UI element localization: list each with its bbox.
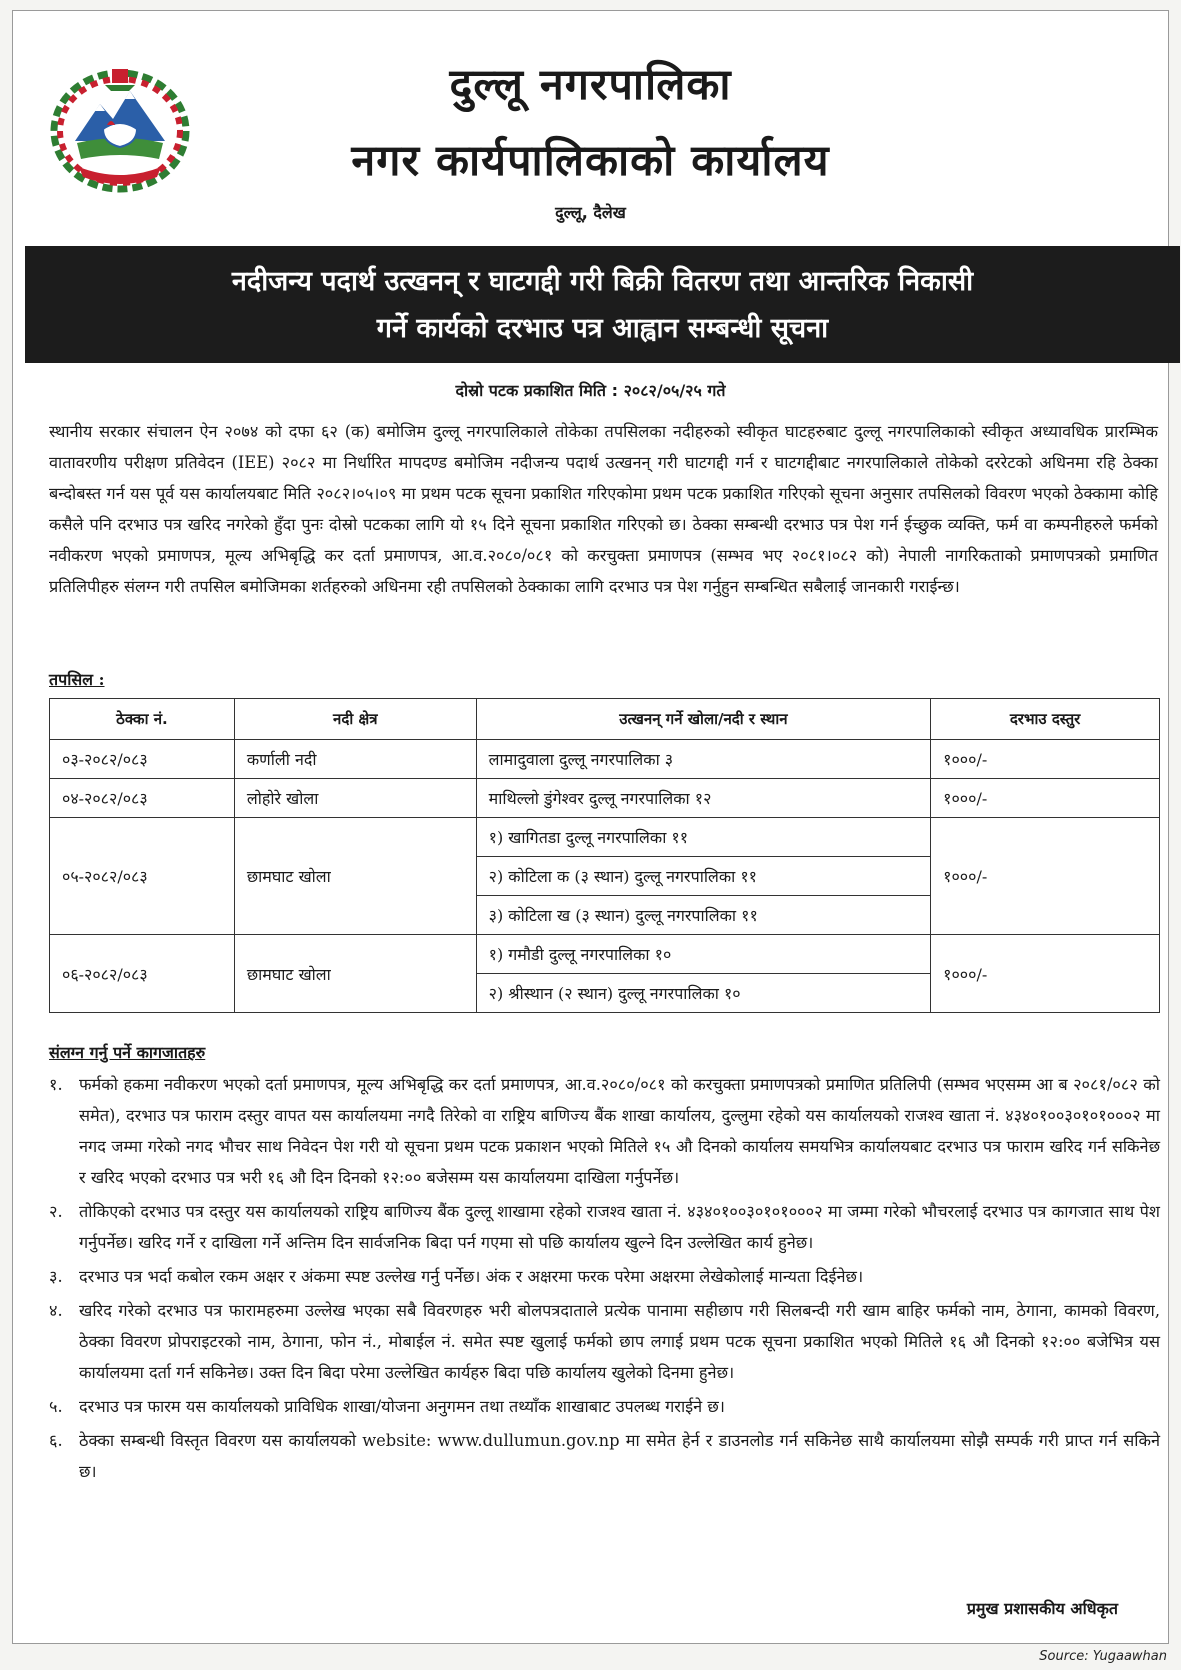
item-text: दरभाउ पत्र फारम यस कार्यालयको प्राविधिक शाखा/योजना अनुगमन तथा तथ्याँक शाखाबाट उपलब्ध गराईने छ। <box>79 1397 725 1416</box>
item-number: ५. <box>49 1397 63 1416</box>
contract-schedule-table <box>49 698 1160 1013</box>
required-documents-heading: संलग्न गर्नु पर्ने कागजातहरु <box>49 1043 206 1062</box>
item-number: १. <box>49 1075 63 1094</box>
table-row <box>50 935 1160 974</box>
item-number: ४. <box>49 1301 63 1320</box>
required-documents-list <box>49 1069 1160 1490</box>
fee: १०००/- <box>931 935 1160 1013</box>
office-title: नगर कार्यपालिकाको कार्यालय <box>351 136 830 186</box>
river-area: कर्णाली नदी <box>234 740 476 779</box>
item-text: तोकिएको दरभाउ पत्र दस्तुर यस कार्यालयको राष्ट्रिय बाणिज्य बैंक दुल्लू शाखामा रहेको राजश्व खाता नं. ४३४०१००३०१०१०००२ मा जम्मा गरेको भौचरलाई दरभाउ पत्र कागजात साथ पेश गर्नुपर्नेछ। खरिद गर्ने र दाखिला गर्ने अन्तिम दिन सार्वजनिक बिदा पर्न गएमा सो पछि कार्यालय खुल्ने दिन उल्लेखित कार्य हुनेछ। <box>79 1202 1160 1252</box>
item-text: फर्मको हकमा नवीकरण भएको दर्ता प्रमाणपत्र, मूल्य अभिबृद्धि कर दर्ता प्रमाणपत्र, आ.व.२०८०/०८१ को करचुक्ता प्रमाणपत्रको प्रमाणित प्रतिलिपी (सम्भव भएसम्म आ ब २०८१/०८२ को समेत), दरभाउ पत्र फाराम दस्तुर वापत यस कार्यालयमा नगदै तिरेको वा राष्ट्रिय बाणिज्य बैंक शाखा कार्यालय, दुल्लुमा रहेको यस कार्यालयको राजश्व खाता नं. ४३४०१००३०१०१०००२ मा नगद जम्मा गरेको नगद भौचर साथ निवेदन पेश गरी यो सूचना प्रथम पटक प्रकाशन भएको मितिले १५ औ दिनको कार्यालय समयभित्र कार्यालयबाट दरभाउ पत्र फाराम खरिद गर्न सकिनेछ र खरिद भएको दरभाउ पत्र भरी १६ औ दिन दिनको १२:०० बजेसम्म यस कार्यालयमा दाखिला गर्नुपर्नेछ। <box>79 1075 1160 1187</box>
river-area: छामघाट खोला <box>234 818 476 935</box>
item-text: दरभाउ पत्र भर्दा कबोल रकम अक्षर र अंकमा स्पष्ट उल्लेख गर्नु पर्नेछ। अंक र अक्षरमा फरक परेमा अक्षरमा लेखेकोलाई मान्यता दिईनेछ। <box>79 1267 864 1286</box>
office-name: दुल्लू नगरपालिका <box>449 60 732 110</box>
item-number: ३. <box>49 1267 63 1286</box>
banner-line-2: गर्ने कार्यको दरभाउ पत्र आह्वान सम्बन्धी सूचना <box>376 313 829 344</box>
contract-no: ०६-२०८२/०८३ <box>50 935 235 1013</box>
table-header-row <box>50 699 1160 740</box>
list-item <box>49 1391 1160 1422</box>
table-row <box>50 779 1160 818</box>
extraction-site: १) खागितडा दुल्लू नगरपालिका ११ <box>476 818 931 857</box>
header-extraction-site: उत्खनन् गर्ने खोला/नदी र स्थान <box>476 699 931 740</box>
item-text: ठेक्का सम्बन्धी विस्तृत विवरण यस कार्यालयको website: www.dullumun.gov.np मा समेत हेर्न र डाउनलोड गर्न सकिनेछ साथै कार्यालयमा सोझै सम्पर्क गरी प्राप्त गर्न सकिने छ। <box>79 1431 1160 1481</box>
item-number: ६. <box>49 1431 63 1450</box>
signatory: प्रमुख प्रशासकीय अधिकृत <box>966 1599 1118 1618</box>
fee: १०००/- <box>931 779 1160 818</box>
extraction-site: २) कोटिला क (३ स्थान) दुल्लू नगरपालिका ११ <box>476 857 931 896</box>
list-item <box>49 1069 1160 1193</box>
item-number: २. <box>49 1202 63 1221</box>
intro-paragraph: स्थानीय सरकार संचालन ऐन २०७४ को दफा ६२ (क) बमोजिम दुल्लू नगरपालिकाले तोकेका तपसिलका नदीहरुको स्वीकृत घाटहरुबाट दुल्लू नगरपालिकाको स्वीकृत अध्यावधिक प्रारम्भिक वातावरणीय परीक्षण प्रतिवेदन (IEE) २०८२ मा निर्धारित मापदण्ड बमोजिम नदीजन्य पदार्थ उत्खनन् गरी घाटगद्दी गर्न र घाटगद्दीबाट नगरपालिकाले तोकेको दररेटको अधिनमा रहि ठेक्का बन्दोबस्त गर्न यस पूर्व यस कार्यालयबाट मिति २०८२।०५।०९ मा प्रथम पटक सूचना प्रकाशित गरिएकोमा प्रथम पटक प्रकाशित गरिएको सूचना अनुसार तपसिलको विवरण भएको ठेक्कामा कोहि कसैले पनि दरभाउ पत्र खरिद नगरेको हुँदा पुनः दोस्रो पटकका लागि यो १५ दिने सूचना प्रकाशित गरिएको छ। ठेक्का सम्बन्धी दरभाउ पत्र पेश गर्न ईच्छुक व्यक्ति, फर्म वा कम्पनीहरुले फर्मको नवीकरण भएको प्रमाणपत्र, मूल्य अभिबृद्धि कर दर्ता प्रमाणपत्र, आ.व.२०८०/०८१ को करचुक्ता प्रमाणपत्र (सम्भव भए २०८१।०८२ को) नेपाली नागरिकताको प्रमाणपत्रको प्रमाणित प्रतिलिपीहरु संलग्न गरी तपसिल बमोजिमका शर्तहरुको अधिनमा रही तपसिलको ठेक्काका लागि दरभाउ पत्र पेश गर्नुहुन सम्बन्धित सबैलाई जानकारी गराईन्छ। <box>49 422 1158 596</box>
source-credit: Source: Yugaawhan <box>1039 1649 1167 1664</box>
river-area: लोहोरे खोला <box>234 779 476 818</box>
notice-title-banner <box>25 246 1180 363</box>
table-row <box>50 818 1160 857</box>
list-item <box>49 1196 1160 1258</box>
schedule-label: तपसिल : <box>49 670 105 689</box>
publication-date: दोस्रो पटक प्रकाशित मिति : २०८२/०५/२५ गते <box>455 381 726 400</box>
list-item <box>49 1295 1160 1388</box>
contract-no: ०३-२०८२/०८३ <box>50 740 235 779</box>
contract-no: ०४-२०८२/०८३ <box>50 779 235 818</box>
fee: १०००/- <box>931 818 1160 935</box>
header-contract-no: ठेक्का नं. <box>50 699 235 740</box>
list-item <box>49 1261 1160 1292</box>
contract-no: ०५-२०८२/०८३ <box>50 818 235 935</box>
item-text: खरिद गरेको दरभाउ पत्र फारामहरुमा उल्लेख भएका सबै विवरणहरु भरी बोलपत्रदाताले प्रत्येक पानामा सहीछाप गरी सिलबन्दी गरी खाम बाहिर फर्मको नाम, ठेगाना, कामको विवरण, ठेक्का विवरण प्रोपराइटरको नाम, ठेगाना, फोन नं., मोबाईल नं. समेत स्पष्ट खुलाई फर्मको छाप लगाई प्रथम पटक सूचना प्रकाशित भएको मितिले १६ औ दिनको १२:०० बजेभित्र यस कार्यालयमा दर्ता गर्न सकिनेछ। उक्त दिन बिदा परेमा उल्लेखित कार्यहरु बिदा पछि कार्यालय खुलेको दिनमा हुनेछ। <box>79 1301 1160 1382</box>
office-location: दुल्लू, दैलेख <box>555 203 626 222</box>
table-row <box>50 740 1160 779</box>
list-item <box>49 1425 1160 1487</box>
river-area: छामघाट खोला <box>234 935 476 1013</box>
fee: १०००/- <box>931 740 1160 779</box>
banner-line-1: नदीजन्य पदार्थ उत्खनन् र घाटगद्दी गरी बिक्री वितरण तथा आन्तरिक निकासी <box>231 266 974 297</box>
header-fee: दरभाउ दस्तुर <box>931 699 1160 740</box>
extraction-site: माथिल्लो डुंगेश्वर दुल्लू नगरपालिका १२ <box>476 779 931 818</box>
notice-sheet <box>12 10 1169 1644</box>
extraction-site: लामादुवाला दुल्लू नगरपालिका ३ <box>476 740 931 779</box>
extraction-site: २) श्रीस्थान (२ स्थान) दुल्लू नगरपालिका १० <box>476 974 931 1013</box>
extraction-site: १) गमौडी दुल्लू नगरपालिका १० <box>476 935 931 974</box>
extraction-site: ३) कोटिला ख (३ स्थान) दुल्लू नगरपालिका ११ <box>476 896 931 935</box>
header-river-area: नदी क्षेत्र <box>234 699 476 740</box>
